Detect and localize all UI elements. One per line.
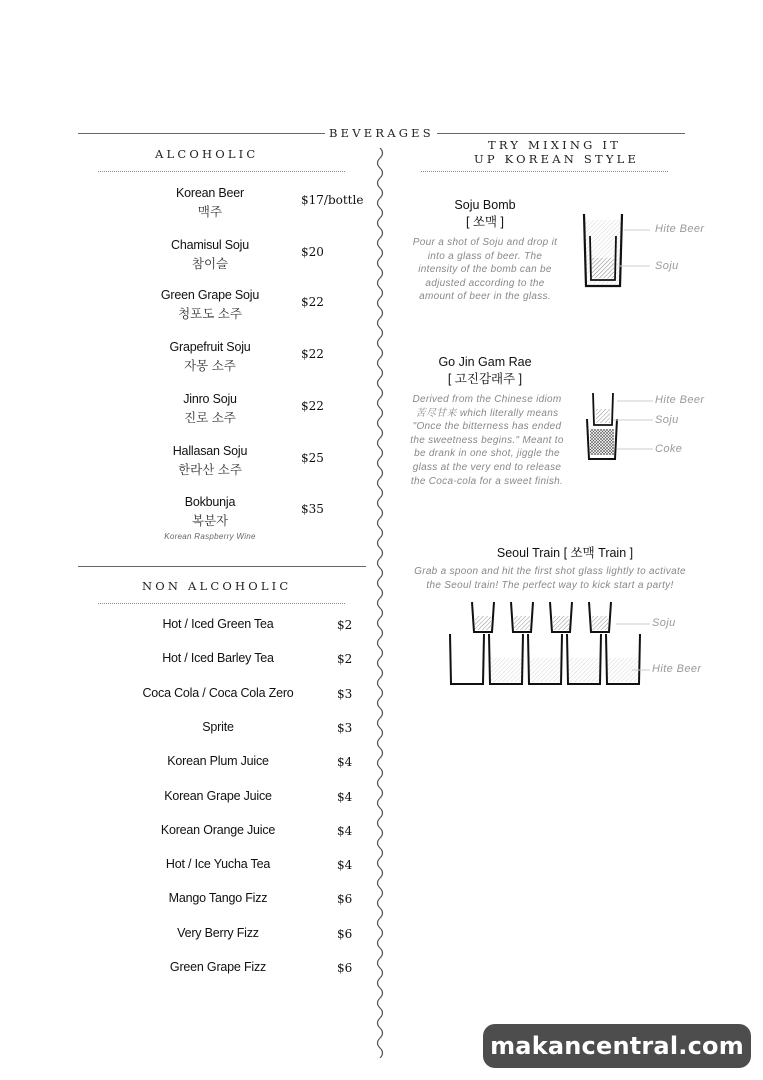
soju-bomb-description: Pour a shot of Soju and drop it into a glass of beer. The intensity of the bomb can be adjusted according to the amount of beer in the glass.: [412, 237, 558, 303]
non-alcoholic-item: [128, 720, 308, 734]
section-title: BEVERAGES: [329, 126, 434, 140]
gojin-description: Derived from the Chinese idiom 苦尽甘来 which literally means "Once the bitterness has ended the sweetness begins." Meant to be drank in one shot, jiggle the glass at the very end to release the Coca-cola for a sweet finish.: [410, 394, 564, 487]
item-name: Hallasan Soju: [172, 444, 248, 458]
non-alcoholic-item: [128, 926, 308, 940]
non-alcoholic-item: [128, 754, 308, 768]
seoul-train-description: Grab a spoon and hit the first shot glass lightly to activate the Seoul train! The perfect way to kick start a party!: [414, 566, 686, 591]
non-alcoholic-rule: [78, 566, 366, 567]
seoul-train-label-beer: Hite Beer: [652, 663, 702, 675]
wavy-divider: [372, 148, 388, 1058]
item-price: $6: [337, 892, 353, 907]
item-name: Hot / Ice Yucha Tea: [165, 857, 271, 872]
item-name: Coca Cola / Coca Cola Zero: [142, 685, 294, 700]
soju-bomb-glass-illustration: [578, 210, 654, 290]
non-alcoholic-item: [128, 789, 308, 803]
item-name-korean: 자몽 소주: [184, 359, 236, 373]
item-name: Green Grape Fizz: [169, 960, 267, 974]
gojin-label-soju: Soju: [655, 414, 679, 426]
item-name: Hot / Iced Green Tea: [162, 617, 274, 631]
item-name: Sprite: [202, 719, 234, 734]
soju-bomb-title-ko: [ 쏘맥 ]: [465, 215, 505, 229]
alcoholic-item: [130, 288, 290, 322]
alcoholic-item: [130, 186, 290, 220]
item-price: $25: [301, 451, 324, 465]
alcoholic-item: [130, 444, 290, 478]
item-price: $22: [301, 399, 324, 413]
seoul-train-label-soju: Soju: [652, 617, 676, 629]
non-alcoholic-item: [128, 857, 308, 871]
item-name-korean: 참이슬: [191, 257, 229, 271]
item-price: $3: [337, 720, 353, 735]
item-name: Hot / Iced Barley Tea: [162, 651, 274, 666]
item-price: $4: [337, 755, 353, 770]
non-alcoholic-item: [128, 651, 308, 665]
item-price: $4: [337, 823, 353, 838]
item-price: $22: [301, 295, 324, 309]
alcoholic-heading: ALCOHOLIC: [155, 147, 259, 161]
gojin-glass-illustration: [583, 385, 655, 465]
item-price: $17/bottle: [301, 193, 364, 207]
mixing-heading-line1: TRY MIXING IT: [488, 138, 621, 152]
seoul-train-title: Seoul Train [ 쏘맥 Train ]: [496, 546, 634, 560]
header-rule-left: [78, 133, 325, 134]
item-subtitle: Korean Raspberry Wine: [164, 532, 256, 541]
item-price: $22: [301, 347, 324, 361]
item-name: Jinro Soju: [183, 392, 237, 406]
gojin-title-ko: [ 고진감래주 ]: [447, 372, 523, 386]
alcoholic-item: [130, 495, 290, 541]
item-price: $4: [337, 789, 353, 804]
item-price: $20: [301, 245, 324, 259]
alcoholic-item: [130, 340, 290, 374]
non-alcoholic-item: [128, 617, 308, 631]
item-price: $35: [301, 502, 324, 516]
item-name-korean: 진로 소주: [184, 411, 236, 425]
non-alcoholic-heading: NON ALCOHOLIC: [142, 579, 292, 593]
gojin-label-coke: Coke: [655, 443, 683, 455]
gojin-label-beer: Hite Beer: [655, 394, 705, 406]
soju-bomb-label-soju: Soju: [655, 260, 679, 272]
item-name: Korean Orange Juice: [160, 822, 276, 837]
item-name: Green Grape Soju: [160, 288, 260, 302]
item-name: Grapefruit Soju: [169, 340, 251, 354]
item-name-korean: 복분자: [191, 514, 229, 528]
item-name: Mango Tango Fizz: [168, 891, 268, 906]
item-name-korean: 청포도 소주: [178, 307, 242, 321]
item-name: Korean Plum Juice: [167, 754, 269, 769]
mixing-dotted-rule: [421, 171, 668, 172]
non-alcoholic-item: [128, 960, 308, 974]
item-price: $4: [337, 858, 353, 873]
item-name: Chamisul Soju: [171, 238, 249, 252]
gojin-title: Go Jin Gam Rae: [438, 355, 532, 369]
item-price: $2: [337, 652, 353, 667]
item-name-korean: 한라산 소주: [178, 463, 242, 477]
item-price: $2: [337, 618, 353, 632]
non-alcoholic-dotted-rule: [98, 603, 345, 604]
alcoholic-item: [130, 392, 290, 426]
item-name-korean: 맥주: [197, 205, 223, 219]
seoul-train-illustration: [444, 600, 654, 688]
item-price: $3: [337, 686, 353, 701]
item-name: Very Berry Fizz: [177, 925, 259, 940]
non-alcoholic-item: [128, 891, 308, 905]
item-price: $6: [337, 926, 353, 941]
item-name: Bokbunja: [184, 495, 236, 509]
soju-bomb-label-beer: Hite Beer: [655, 223, 705, 235]
watermark-logo: makancentral.com: [483, 1024, 751, 1068]
item-name: Korean Grape Juice: [164, 788, 272, 803]
header-rule-right: [437, 133, 685, 134]
item-name: Korean Beer: [176, 186, 244, 200]
non-alcoholic-item: [128, 686, 308, 700]
item-price: $6: [337, 961, 353, 975]
alcoholic-item: [130, 238, 290, 272]
soju-bomb-title: Soju Bomb: [454, 198, 516, 212]
non-alcoholic-item: [128, 823, 308, 837]
mixing-heading-line2: UP KOREAN STYLE: [474, 152, 640, 166]
alcoholic-dotted-rule: [98, 171, 345, 172]
